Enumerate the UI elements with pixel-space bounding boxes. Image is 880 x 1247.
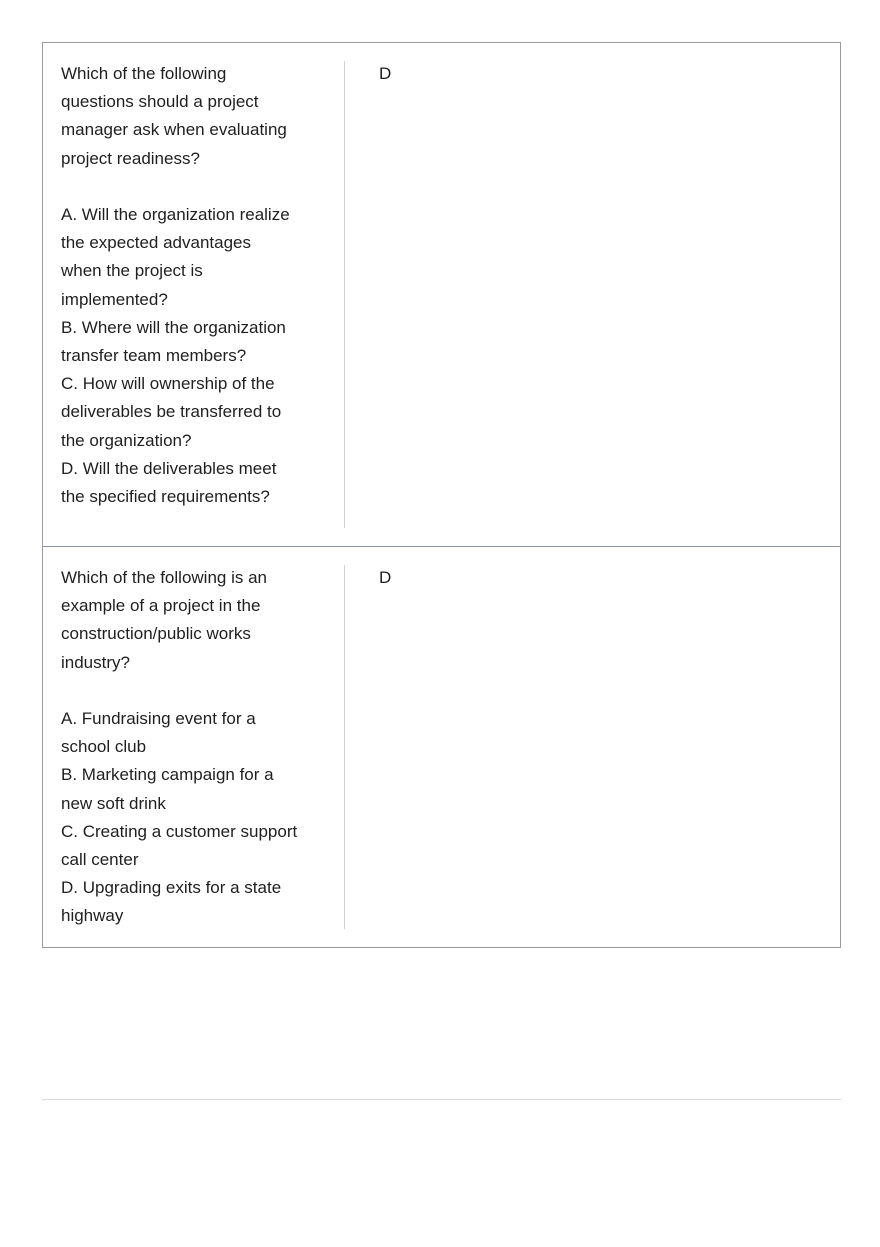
footer-divider bbox=[42, 1099, 841, 1100]
flashcard-definition: D bbox=[379, 568, 392, 587]
term-definition-divider bbox=[344, 61, 345, 528]
term-definition-divider bbox=[344, 565, 345, 929]
flashcard-term: Which of the following is an example of a project in the construction/public works industry? A. Fundraising event for a school club B. Marketing campaign for a new soft drink C. Creating a customer support call center D. Upgrading exits for a state highway bbox=[61, 568, 298, 926]
flashcard-list bbox=[42, 42, 841, 948]
flashcard bbox=[43, 43, 840, 546]
flashcard bbox=[43, 546, 840, 947]
flashcard-term: Which of the following questions should a project manager ask when evaluating project readiness? A. Will the organization realize the expected advantages when the project is implemented? B. Where will the organization transfer team members? C. How will ownership of the deliverables be transferred to the organization? D. Will the deliverables meet the specified requirements? bbox=[61, 64, 290, 507]
flashcard-definition: D bbox=[379, 64, 392, 83]
